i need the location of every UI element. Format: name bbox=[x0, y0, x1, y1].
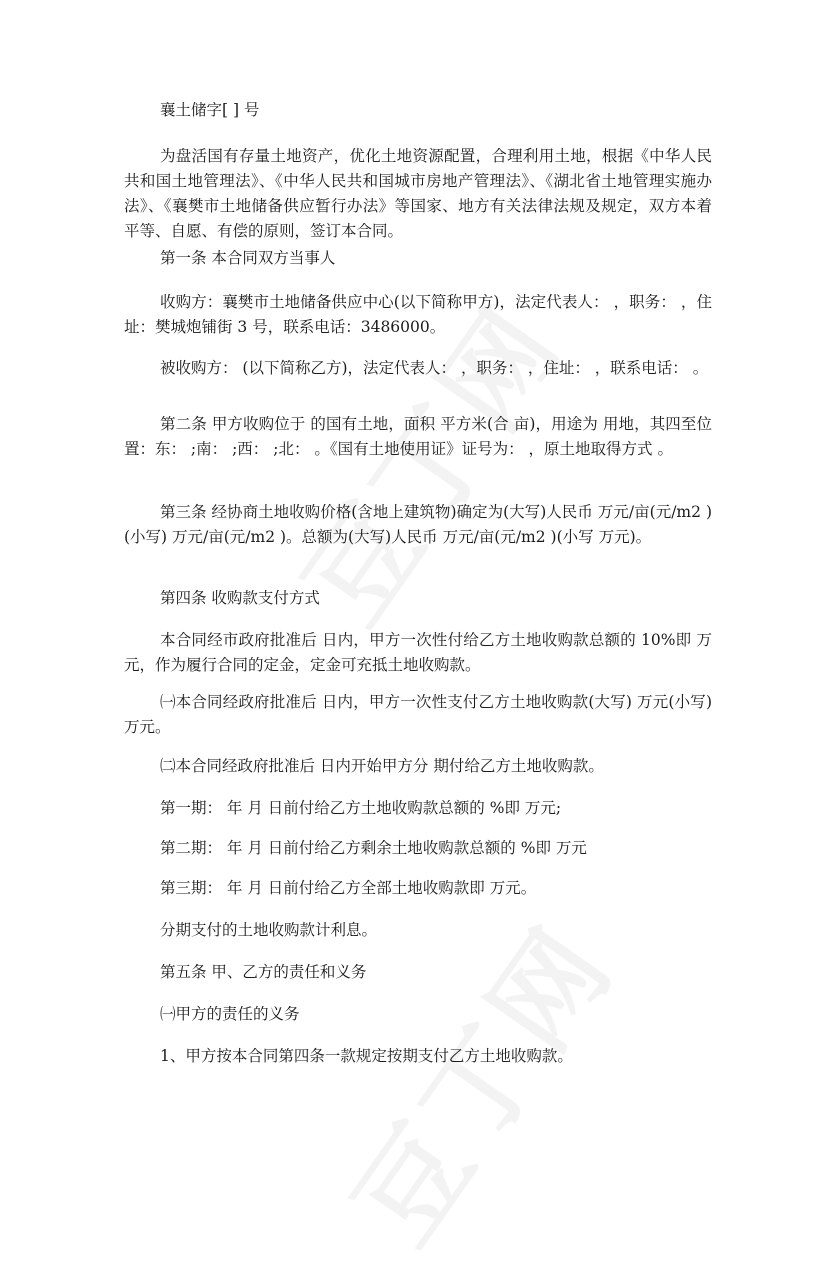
article-3-paragraph: 第三条 经协商土地收购价格(含地上建筑物)确定为(大写)人民币 万元/亩(元/m2 )(小写) 万元/亩(元/m2 )。总额为(大写)人民币 万元/亩(元/m2 )(小写 万元)。 bbox=[124, 503, 712, 546]
deposit-paragraph: 本合同经市政府批准后 日内，甲方一次性付给乙方土地收购款总额的 10%即 万元，作为履行合同的定金，定金可充抵土地收购款。 bbox=[124, 631, 712, 674]
article-4-heading: 第四条 收购款支付方式 bbox=[160, 589, 320, 607]
preamble-paragraph: 为盘活国有存量土地资产，优化土地资源配置，合理利用土地，根据《中华人民共和国土地管理法》、《中华人民共和国城市房地产管理法》、《湖北省土地管理实施办法》、《襄樊市土地储备供应暂行办法》等国家、地方有关法律法规及规定，双方本着平等、自愿、有偿的原则，签订本合同。 bbox=[124, 147, 712, 240]
installment-paragraph: ㈡本合同经政府批准后 日内开始甲方分 期付给乙方土地收购款。 bbox=[160, 757, 604, 775]
interest-note: 分期支付的土地收购款计利息。 bbox=[160, 921, 378, 939]
article-1-heading: 第一条 本合同双方当事人 bbox=[160, 249, 336, 267]
article-5-heading: 第五条 甲、乙方的责任和义务 bbox=[160, 963, 367, 981]
document-number: 襄土储字[ ] 号 bbox=[160, 101, 260, 119]
article-2-paragraph: 第二条 甲方收购位于 的国有土地，面积 平方米(合 亩)，用途为 用地，其四至位置：东： ;南： ;西： ;北： 。《国有土地使用证》证号为： ，原土地取得方式 。 bbox=[124, 415, 712, 458]
installment-3: 第三期： 年 月 日前付给乙方全部土地收购款即 万元。 bbox=[160, 879, 537, 897]
purchaser-paragraph: 收购方：襄樊市土地储备供应中心(以下简称甲方)，法定代表人： ，职务： ，住址：樊城炮铺街 3 号，联系电话：3486000。 bbox=[124, 293, 712, 336]
seller-paragraph: 被收购方： (以下简称乙方)，法定代表人： ，职务： ，住址： ，联系电话： 。 bbox=[160, 359, 709, 377]
party-a-duty-1: 1、甲方按本合同第四条一款规定按期支付乙方土地收购款。 bbox=[160, 1047, 573, 1065]
installment-1: 第一期： 年 月 日前付给乙方土地收购款总额的 %即 万元; bbox=[160, 799, 562, 817]
party-a-duties-heading: ㈠甲方的责任的义务 bbox=[160, 1005, 300, 1023]
lump-sum-paragraph: ㈠本合同经政府批准后 日内，甲方一次性支付乙方土地收购款(大写) 万元(小写) 万元。 bbox=[124, 693, 712, 736]
watermark bbox=[311, 889, 643, 1269]
installment-2: 第二期： 年 月 日前付给乙方剩余土地收购款总额的 %即 万元 bbox=[160, 839, 587, 857]
